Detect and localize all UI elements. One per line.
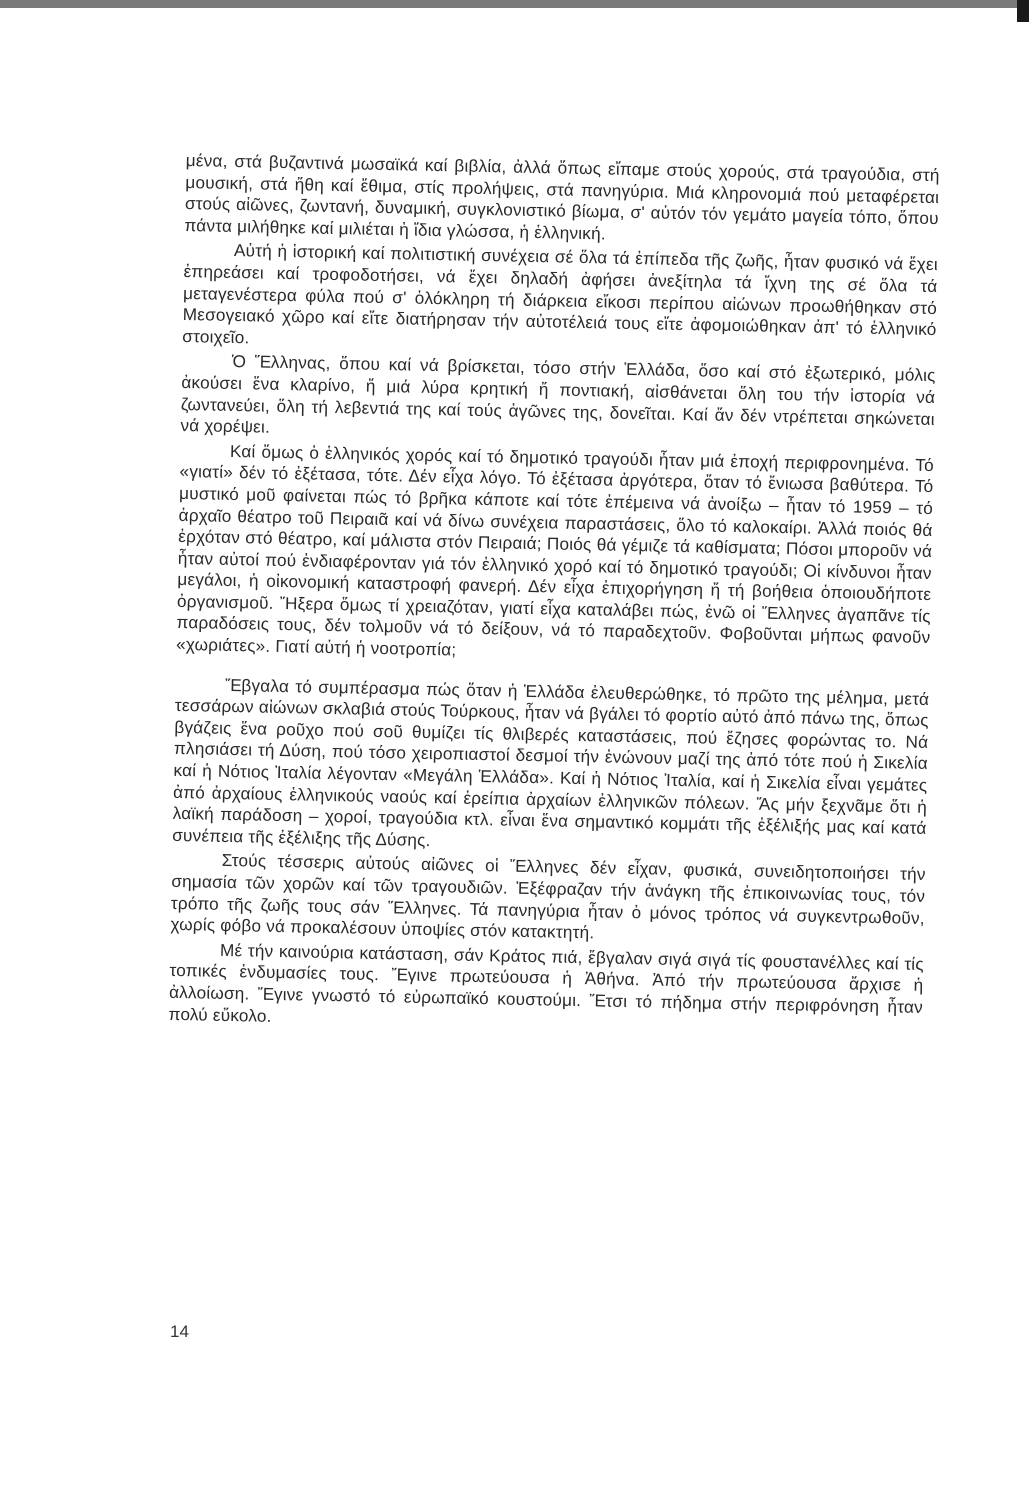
page-number: 14 [170, 1322, 189, 1341]
paragraph: μένα, στά βυζαντινά μωσαϊκά καί βιβλία, ἀλλά ὅπως εἴπαμε στούς χορούς, στά τραγούδια, στή μουσική, στά ἤθη καί ἔθιμα, στίς προλήψεις, στά πανηγύρια. Μιά κληρονομιά πού μεταφέρεται στούς αἰῶνες, ζωντανή, δυναμική, συγκλονιστικό βίωμα, σ' αὐτόν τόν γεμάτο μαγεία τόπο, ὅπου πάντα μιλήθηκε καί μιλιέται ἡ ἴδια γλώσσα, ἡ ἑλληνική. [184, 150, 940, 244]
scan-top-edge [0, 0, 1029, 8]
paragraph: Στούς τέσσερις αὐτούς αἰῶνες οἱ Ἕλληνες δέν εἶχαν, φυσικά, συνειδητοποιήσει τήν σημασία τῶν χορῶν καί τῶν τραγουδιῶν. Ἐξέφραζαν τήν ἀνάγκη τῆς ἐπικοινωνίας τους, τόν τρόπο τῆς ζωῆς τους σάν Ἕλληνες. Τά πανηγύρια ἦταν ὁ μόνος τρόπος νά συγκεντρωθοῦν, χωρίς φόβο νά προκαλέσουν ὑποψίες στόν κατακτητή. [170, 850, 926, 943]
paragraph: Μέ τήν καινούρια κατάσταση, σάν Κράτος πιά, ἔβγαλαν σιγά σιγά τίς φουστανέλλες καί τίς τοπικές ἐνδυμασίες τους. Ἔγινε πρωτεύουσα ἡ Ἀθήνα. Ἀπό τήν πρωτεύουσα ἄρχισε ἡ ἀλλοίωση. Ἔγινε γνωστό τό εὐρωπαϊκό κουστούμι. Ἔτσι τό πήδημα στήν περιφρόνηση ἦταν πολύ εὔκολο. [168, 939, 925, 1026]
scan-corner-mark [1017, 0, 1029, 22]
paragraph: Αὐτή ἡ ἱστορική καί πολιτιστική συνέχεια σέ ὅλα τά ἐπίπεδα τῆς ζωῆς, ἦταν φυσικό νά ἔχει ἐπηρεάσει καί τροφοδοτήσει, νά ἔχει δηλαδή ἀφήσει ἀνεξίτηλα τά ἴχνη της σέ ὅλα τά μεταγενέστερα φύλα πού σ' ὁλόκληρη τή διάρκεια εἴκοσι περίπου αἰώνων προωθήθηκαν στό Μεσογειακό χῶρο καί εἴτε διατήρησαν τήν αὐτοτέλειά τους εἴτε ἀφομοιώθηκαν ἀπ' τό ἑλληνικό στοιχεῖο. [182, 240, 939, 348]
paragraph: Καί ὅμως ὁ ἑλληνικός χορός καί τό δημοτικό τραγούδι ἦταν μιά ἐποχή περιφρονημένα. Τό «γιατί» δέν τό ἐξέτασα, τότε. Δέν εἶχα λόγο. Τό ἐξέτασα ἀργότερα, ὅταν τό ἔνιωσα βαθύτερα. Τό μυστικό μοῦ φαίνεται πώς τό βρῆκα κάποτε καί τότε ἐπέμεινα νά ἀνοίξω – ἦταν τό 1959 – τό ἀρχαῖο θέατρο τοῦ Πειραιᾶ καί νά δίνω συνέχεια παραστάσεις, ὅλο τό καλοκαίρι. Ἀλλά ποιός θά ἐρχόταν στό θέατρο, καί μάλιστα στόν Πειραιά; Ποιός θά γέμιζε τά καθίσματα; Πόσοι μποροῦν νά ἦταν αὐτοί πού ἐνδιαφέρονταν γιά τόν ἑλληνικό χορό καί τό δημοτικό τραγούδι; Οἱ κίνδυνοι ἦταν μεγάλοι, ἡ οἰκονομική καταστροφή φανερή. Δέν εἶχα ἐπιχορήγηση ἤ τή βοήθεια ὁποιουδήποτε ὀργανισμοῦ. Ἤξερα ὅμως τί χρειαζόταν, γιατί εἶχα καταλάβει πώς, ἐνῶ οἱ Ἕλληνες ἀγαπᾶνε τίς παραδόσεις τους, δέν τολμοῦν νά τό δείξουν, νά τό παραδεχτοῦν. Φοβοῦνται μήπως φανοῦν «χωριάτες». Γιατί αὐτή ἡ νοοτροπία; [175, 440, 935, 660]
paragraph: Ἔβγαλα τό συμπέρασμα πώς ὅταν ἡ Ἑλλάδα ἐλευθερώθηκε, τό πρῶτο της μέλημα, μετά τεσσάρων αἰώνων σκλαβιά στούς Τούρκους, ἦταν νά βγάλει τό φορτίο αὐτό ἀπό πάνω της, ὅπως βγάζεις ἕνα ροῦχο πού σοῦ θυμίζει τίς θλιβερές καταστάσεις, πού ἔζησες φορώντας το. Νά πλησιάσει τή Δύση, πού τόσο χειροπιαστοί δεσμοί τήν ἑνώνουν μαζί της ἀπό τότε πού ἡ Σικελία καί ἡ Νότιος Ἰταλία λέγονταν «Μεγάλη Ἑλλάδα». Καί ἡ Νότιος Ἰταλία, καί ἡ Σικελία εἶναι γεμάτες ἀπό ἀρχαίους ἑλληνικούς ναούς καί ἐρείπια ἀρχαίων ἑλληνικῶν πόλεων. Ἄς μήν ξεχνᾶμε ὅτι ἡ λαϊκή παράδοση – χοροί, τραγούδια κτλ. εἶναι ἕνα σημαντικό κομμάτι τῆς ἐξέλιξής μας καί κατά συνέπεια τῆς ἐξέλιξης τῆς Δύσης. [172, 674, 930, 850]
paragraph: Ὁ Ἕλληνας, ὅπου καί νά βρίσκεται, τόσο στήν Ἑλλάδα, ὅσο καί στό ἐξωτερικό, μόλις ἀκούσει ἕνα κλαρίνο, ἤ μιά λύρα κρητική ἤ ποντιακή, αἰσθάνεται ὅλη του τήν ἱστορία νά ζωντανεύει, ὅλη τή λεβεντιά της καί τούς ἀγῶνες της, δονεῖται. Καί ἄν δέν ντρέπεται σηκώνεται νά χορέψει. [180, 351, 936, 437]
page-body [168, 150, 939, 1043]
